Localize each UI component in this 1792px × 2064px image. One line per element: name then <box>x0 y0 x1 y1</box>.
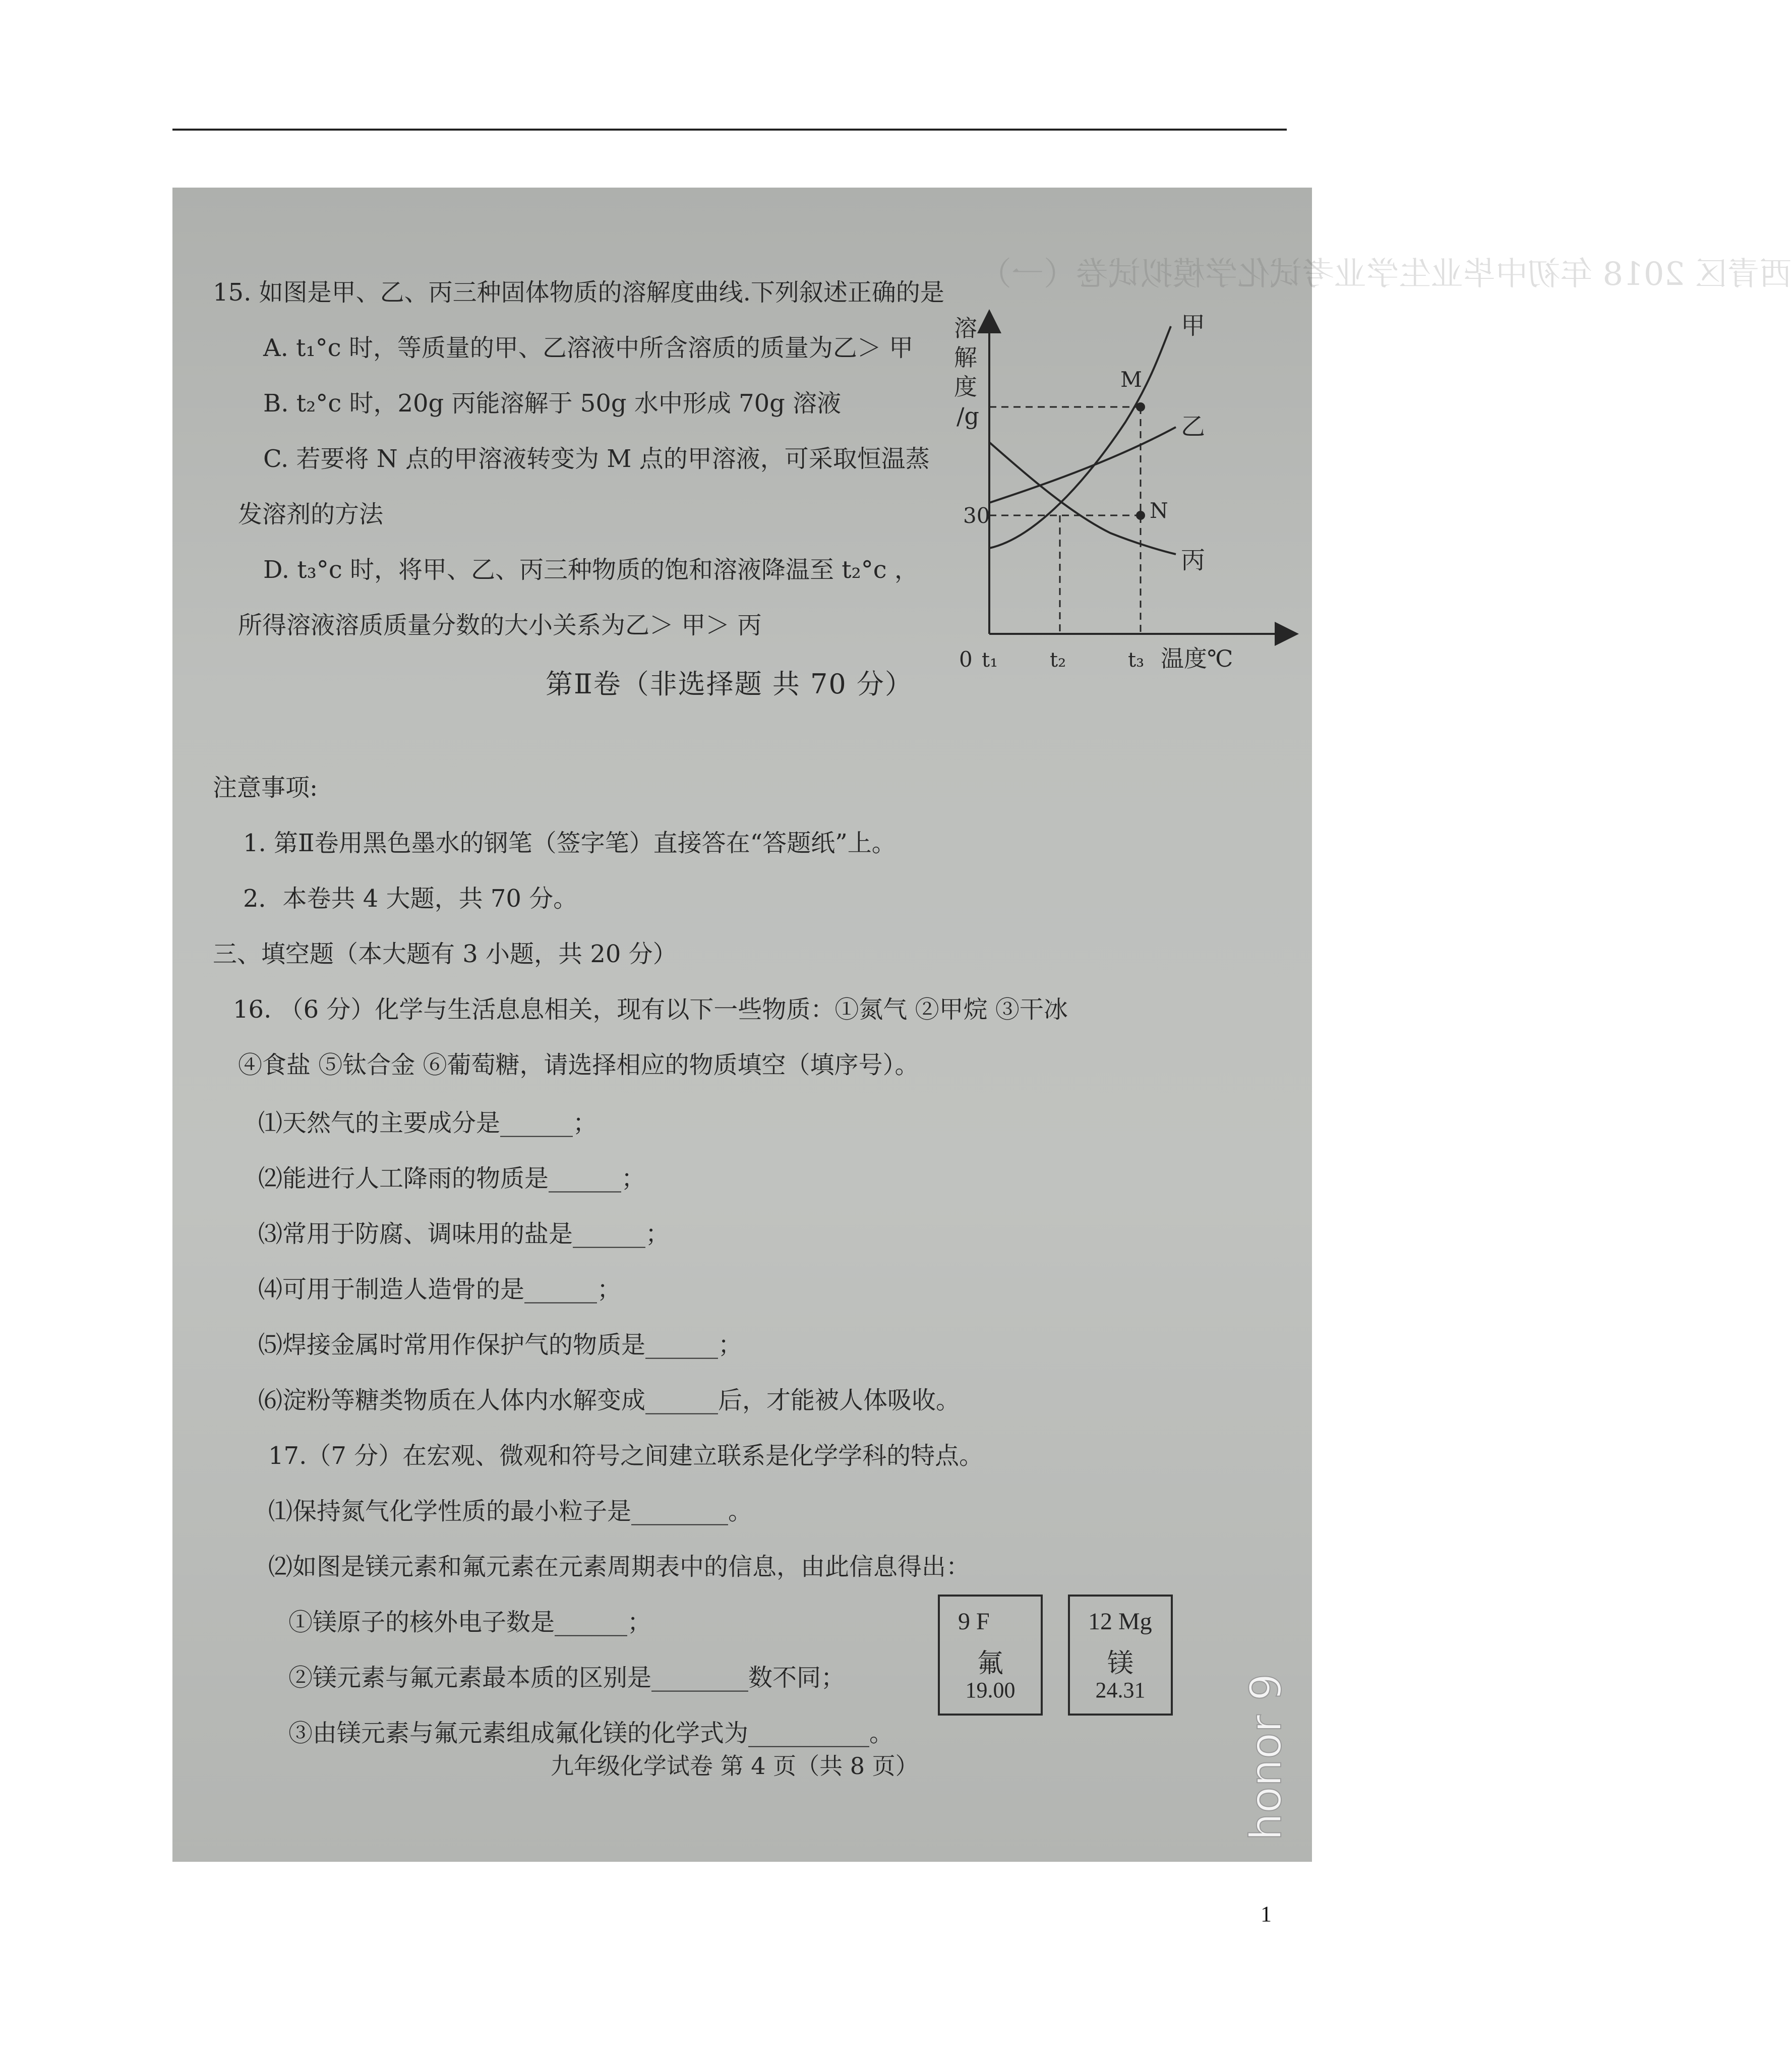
point-n <box>1136 511 1145 520</box>
y-label-3: 度 <box>954 373 977 400</box>
q16-item-4: ⑷可用于制造人造骨的是______； <box>258 1275 622 1304</box>
curve-yi <box>989 427 1176 503</box>
q15-option-c-cont: 发溶剂的方法 <box>238 500 384 528</box>
q15-option-d-cont: 所得溶液溶质质量分数的大小关系为乙＞ 甲＞ 丙 <box>238 611 762 639</box>
y-tick-30: 30 <box>963 503 990 528</box>
x-tick-t1: t₁ <box>982 648 998 672</box>
note-2: 2．本卷共 4 大题，共 70 分。 <box>243 884 578 913</box>
y-label-4: /g <box>957 402 979 430</box>
q15-option-a: A. t₁°c 时，等质量的甲、乙溶液中所含溶质的质量为乙＞ 甲 <box>263 334 914 362</box>
part2-title: 第Ⅱ卷（非选择题 共 70 分） <box>546 668 913 700</box>
label-jia: 甲 <box>1181 312 1206 340</box>
label-m: M <box>1120 367 1143 392</box>
q16-item-5: ⑸焊接金属时常用作保护气的物质是______； <box>258 1331 743 1359</box>
q17-part-1: ⑴保持氮气化学性质的最小粒子是________。 <box>268 1497 753 1525</box>
note-1: 1. 第Ⅱ卷用黑色墨水的钢笔（签字笔）直接答在“答题纸”上。 <box>243 829 896 857</box>
q16-stem: 16. （6 分）化学与生活息息相关，现有以下一些物质：①氮气 ②甲烷 ③干冰 <box>233 995 1068 1024</box>
q16-item-2: ⑵能进行人工降雨的物质是______； <box>258 1164 646 1193</box>
q17-sub-3: ③由镁元素与氟元素组成氟化镁的化学式为__________。 <box>288 1719 894 1747</box>
q17-part-2: ⑵如图是镁元素和氟元素在元素周期表中的信息，由此信息得出： <box>268 1553 971 1581</box>
page-footer: 九年级化学试卷 第 4 页（共 8 页） <box>551 1752 919 1780</box>
point-m <box>1136 402 1145 411</box>
q15-option-b: B. t₂°c 时，20g 丙能溶解于 50g 水中形成 70g 溶液 <box>263 389 842 418</box>
origin-label: 0 <box>959 647 973 672</box>
magnesium-number-symbol: 12 Mg <box>1088 1608 1152 1635</box>
q17-stem: 17.（7 分）在宏观、微观和符号之间建立联系是化学学科的特点。 <box>268 1442 984 1470</box>
y-label-2: 解 <box>954 344 977 371</box>
magnesium-mass: 24.31 <box>1095 1678 1146 1702</box>
solubility-graph <box>954 311 1322 674</box>
label-bing: 丙 <box>1181 546 1206 574</box>
bleed-through-text: 西青区 2018 年初中毕业生学业考试化学模拟试卷（一） <box>979 256 1792 293</box>
honor-watermark-logo <box>1241 1588 1316 1841</box>
element-card-fluorine <box>938 1595 1043 1716</box>
label-yi: 乙 <box>1181 412 1206 441</box>
q15-option-c: C. 若要将 N 点的甲溶液转变为 M 点的甲溶液，可采取恒温蒸 <box>263 445 930 473</box>
header-rule <box>172 129 1287 131</box>
x-tick-t3: t₃ <box>1128 648 1145 672</box>
notes-title: 注意事项: <box>213 774 318 802</box>
x-tick-t2: t₂ <box>1050 648 1066 672</box>
exam-photo <box>172 188 1792 1862</box>
svg-text:honor 9: honor 9 <box>1241 1673 1291 1841</box>
fluorine-name: 氟 <box>977 1649 1003 1678</box>
magnesium-name: 镁 <box>1107 1649 1133 1678</box>
section-3-heading: 三、填空题（本大题有 3 小题，共 20 分） <box>213 940 677 968</box>
y-label-1: 溶 <box>954 315 977 342</box>
element-card-magnesium <box>1068 1595 1173 1716</box>
q16-options: ④食盐 ⑤钛合金 ⑥葡萄糖，请选择相应的物质填空（填序号）。 <box>238 1051 919 1079</box>
q16-item-3: ⑶常用于防腐、调味用的盐是______； <box>258 1220 670 1248</box>
x-axis-label: 温度℃ <box>1161 645 1233 672</box>
q17-sub-1: ①镁原子的核外电子数是______； <box>288 1608 652 1636</box>
q16-item-6: ⑹淀粉等糖类物质在人体内水解变成______后，才能被人体吸收。 <box>258 1386 961 1414</box>
q15-option-d: D. t₃°c 时，将甲、乙、丙三种物质的饱和溶液降温至 t₂°c ， <box>263 556 919 584</box>
fluorine-mass: 19.00 <box>965 1678 1016 1702</box>
q15-stem: 15. 如图是甲、乙、丙三种固体物质的溶解度曲线.下列叙述正确的是 <box>213 278 944 307</box>
q16-item-1: ⑴天然气的主要成分是______； <box>258 1109 598 1137</box>
page-number: 1 <box>1261 1902 1272 1926</box>
label-n: N <box>1150 498 1168 523</box>
fluorine-number-symbol: 9 F <box>958 1608 990 1635</box>
q17-sub-2: ②镁元素与氟元素最本质的区别是________数不同； <box>288 1664 846 1692</box>
